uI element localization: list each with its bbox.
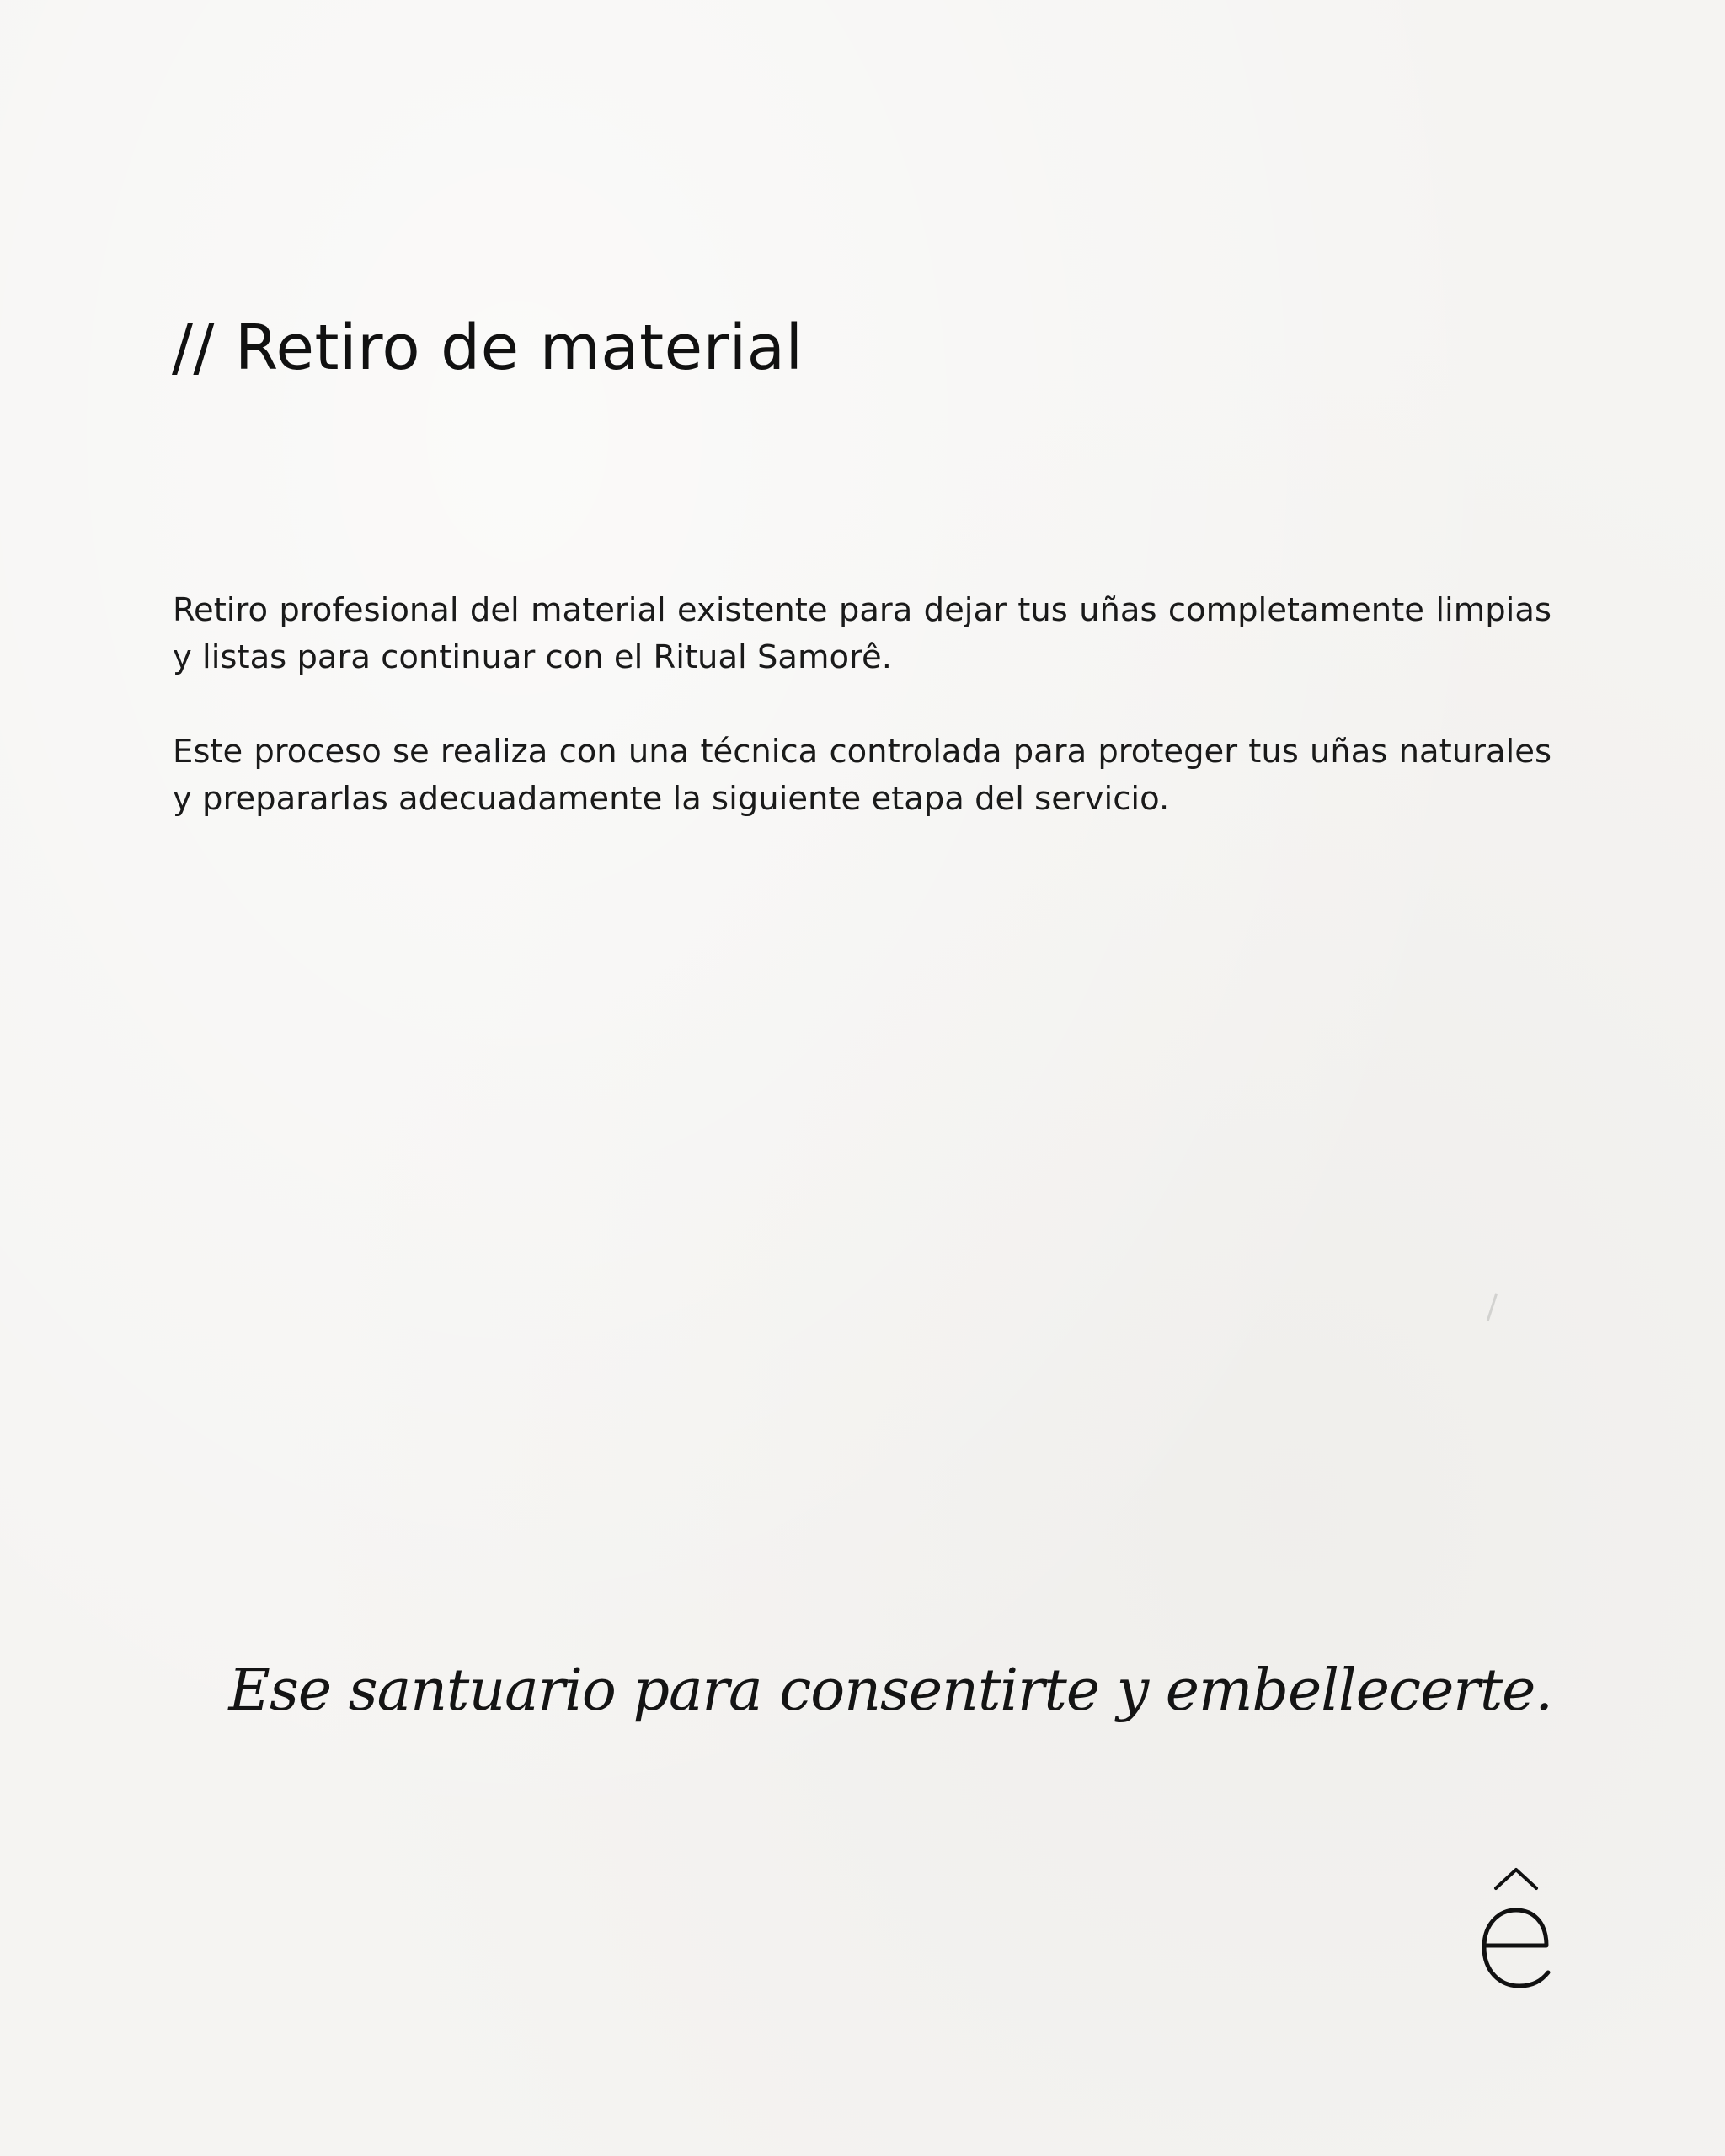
tagline: Ese santuario para consentirte y embellecerte.: [228, 1657, 1552, 1724]
brand-logo-icon: [1474, 1863, 1558, 1998]
description-block: [173, 587, 1551, 870]
description-paragraph-2: Este proceso se realiza con una técnica controlada para proteger tus uñas naturales y prepararlas adecuadamente la siguiente etapa del servicio.: [173, 733, 1551, 818]
description-paragraph-1: Retiro profesional del material existente para dejar tus uñas completamente limpias y listas para continuar con el Ritual Samorê.: [173, 591, 1551, 676]
page-title: // Retiro de material: [172, 312, 804, 384]
